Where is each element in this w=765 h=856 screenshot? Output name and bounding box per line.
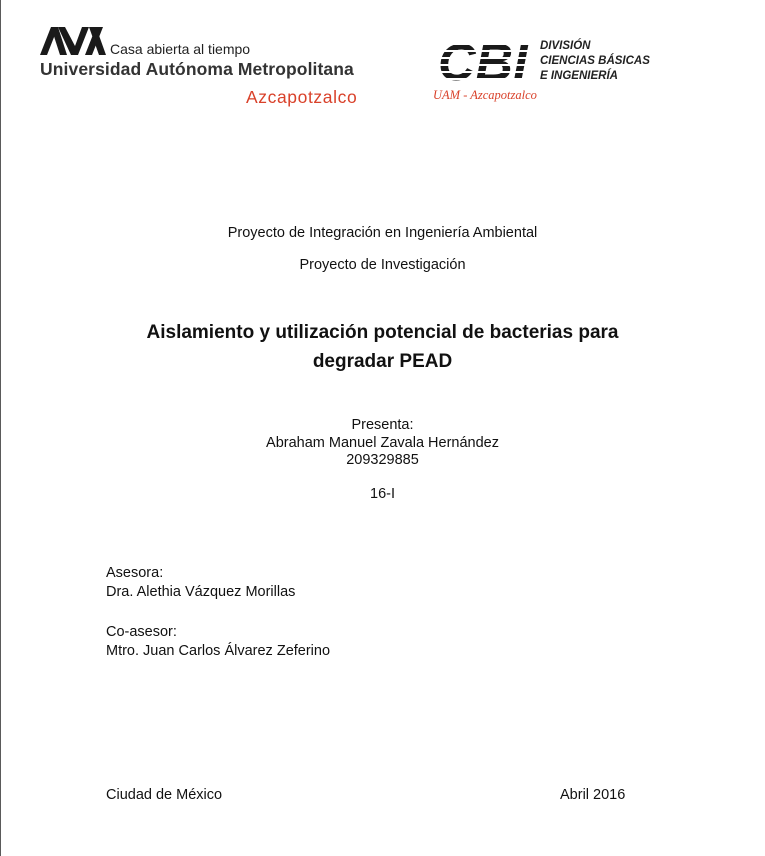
campus-name: Azcapotzalco bbox=[246, 87, 358, 107]
uam-logo bbox=[40, 26, 375, 110]
date: Abril 2016 bbox=[560, 787, 626, 803]
advisor-label: Asesora: bbox=[106, 565, 164, 581]
title-line-2: degradar PEAD bbox=[312, 351, 453, 372]
uam-emblem-icon bbox=[40, 26, 110, 56]
university-name: Universidad Autónoma Metropolitana bbox=[40, 59, 354, 79]
cbi-logo bbox=[433, 38, 666, 110]
cbi-division-line: DIVISIÓN bbox=[540, 40, 591, 52]
coadvisor-label: Co-asesor: bbox=[106, 624, 177, 640]
advisor-name: Dra. Alethia Vázquez Morillas bbox=[106, 584, 296, 600]
project-type: Proyecto de Investigación bbox=[299, 257, 466, 273]
presenter-label: Presenta: bbox=[351, 417, 414, 433]
city: Ciudad de México bbox=[106, 787, 223, 803]
term: 16-I bbox=[370, 486, 395, 502]
cbi-mark-icon bbox=[436, 38, 540, 86]
presenter-name: Abraham Manuel Zavala Hernández bbox=[266, 435, 499, 451]
title-line-1: Aislamiento y utilización potencial de bacterias para bbox=[146, 322, 619, 343]
coadvisor-name: Mtro. Juan Carlos Álvarez Zeferino bbox=[106, 643, 331, 659]
program-name: Proyecto de Integración en Ingeniería Ambiental bbox=[227, 225, 538, 241]
cbi-division-text bbox=[540, 39, 650, 84]
cbi-division-line: CIENCIAS BÁSICAS bbox=[540, 55, 650, 67]
student-id: 209329885 bbox=[346, 452, 419, 468]
cbi-campus: UAM - Azcapotzalco bbox=[433, 88, 537, 102]
cbi-division-line: E INGENIERÍA bbox=[540, 70, 618, 82]
uam-tagline: Casa abierta al tiempo bbox=[110, 41, 251, 57]
document-title bbox=[0, 318, 765, 376]
